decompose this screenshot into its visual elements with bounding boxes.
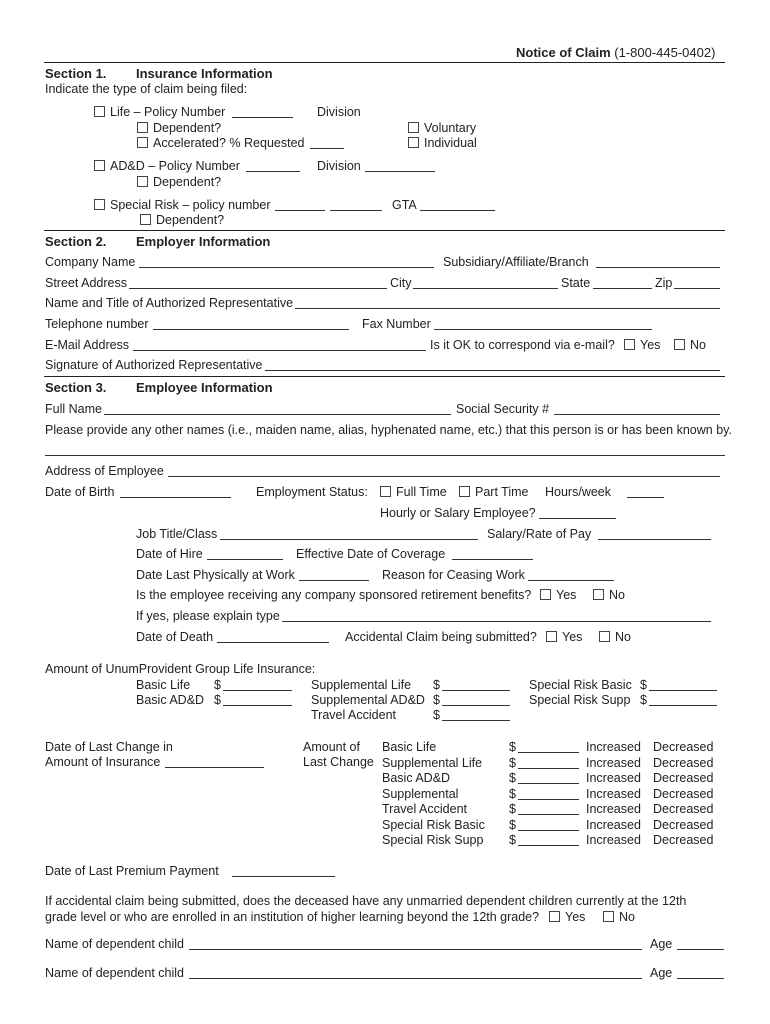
death-date-field[interactable] [217, 642, 329, 643]
add-division-field[interactable] [365, 171, 435, 172]
claim-type-intro: Indicate the type of claim being filed: [45, 82, 248, 96]
signature-field[interactable] [265, 370, 720, 371]
voluntary-checkbox[interactable] [408, 122, 419, 133]
job-title-label: Job Title/Class [136, 527, 218, 541]
dollar-sign: $ [509, 771, 516, 785]
decreased-option[interactable]: Decreased [653, 786, 714, 801]
age-label: Age [650, 966, 673, 980]
change-amount-field[interactable] [518, 752, 579, 753]
rep-name-field[interactable] [295, 308, 720, 309]
full-time-label: Full Time [396, 485, 447, 499]
hourly-salary-field[interactable] [539, 518, 616, 519]
salary-rate-label: Salary/Rate of Pay [487, 527, 592, 541]
life-division-label: Division [317, 105, 361, 119]
special-risk-checkbox[interactable] [94, 199, 105, 210]
accidental-yes-label: Yes [562, 630, 583, 644]
decreased-option[interactable]: Decreased [653, 817, 714, 832]
special-dependent-label: Dependent? [156, 213, 225, 227]
increased-option[interactable]: Increased [586, 802, 641, 816]
hire-date-field[interactable] [207, 559, 283, 560]
section-3-title: Employee Information [136, 380, 273, 395]
increased-option[interactable]: Increased [586, 771, 641, 785]
life-dependent-checkbox[interactable] [137, 122, 148, 133]
individual-option [408, 136, 477, 151]
part-time-checkbox[interactable] [459, 486, 470, 497]
zip-field[interactable] [674, 288, 720, 289]
change-row-label: Basic AD&D [382, 771, 451, 785]
amount-of-label: Amount of [303, 740, 360, 754]
email-ok-yes [624, 338, 660, 353]
effective-date-label: Effective Date of Coverage [296, 547, 446, 561]
dollar-sign: $ [214, 678, 221, 692]
increased-option[interactable]: Increased [586, 740, 641, 754]
retirement-label: Is the employee receiving any company sponsored retirement benefits? [136, 588, 532, 602]
accelerated-checkbox[interactable] [137, 137, 148, 148]
special-dependent-option [140, 213, 224, 228]
life-dependent-option [137, 121, 221, 136]
company-name-field[interactable] [139, 267, 434, 268]
supp-add-amount-field[interactable] [442, 705, 510, 706]
subsidiary-field[interactable] [596, 267, 720, 268]
email-ok-yes-label: Yes [640, 338, 661, 352]
basic-add-amount-field[interactable] [223, 705, 292, 706]
hourly-salary-label: Hourly or Salary Employee? [380, 506, 536, 520]
special-dependent-checkbox[interactable] [140, 214, 151, 225]
last-change-date-field[interactable] [165, 767, 264, 768]
state-field[interactable] [593, 288, 652, 289]
individual-label: Individual [424, 136, 477, 150]
decreased-option[interactable]: Decreased [653, 771, 714, 785]
change-row-label: Supplemental Life [382, 755, 483, 770]
dependent-child-field[interactable] [189, 978, 642, 979]
rep-name-label: Name and Title of Authorized Representative [45, 296, 294, 310]
increased-option[interactable]: Increased [586, 817, 641, 832]
add-option [94, 159, 240, 174]
decreased-option[interactable]: Decreased [653, 833, 714, 847]
supp-add-label: Supplemental AD&D [311, 693, 425, 707]
part-time-label: Part Time [475, 485, 529, 499]
increased-option[interactable]: Increased [586, 786, 641, 801]
last-change-label-2: Amount of Insurance [45, 755, 161, 769]
special-risk-policy-field-1[interactable] [275, 210, 325, 211]
section-divider [44, 230, 725, 231]
travel-label: Travel Accident [311, 708, 396, 722]
explain-type-label: If yes, please explain type [136, 609, 280, 623]
section-divider [44, 62, 725, 63]
decreased-option[interactable]: Decreased [653, 740, 714, 754]
subsidiary-label: Subsidiary/Affiliate/Branch [443, 255, 589, 269]
age-field[interactable] [677, 978, 724, 979]
change-amount-field[interactable] [518, 783, 579, 784]
change-row-label: Travel Accident [382, 802, 467, 816]
dollar-sign: $ [214, 693, 221, 707]
age-label: Age [650, 937, 673, 951]
retirement-no-checkbox[interactable] [593, 589, 604, 600]
life-option [94, 105, 225, 120]
dob-field[interactable] [120, 497, 231, 498]
special-risk-option [94, 198, 271, 213]
salary-rate-field[interactable] [598, 539, 711, 540]
last-worked-field[interactable] [299, 580, 369, 581]
dollar-sign: $ [509, 802, 516, 816]
section-1-number: Section 1. [45, 66, 107, 81]
change-row-label: Basic Life [382, 740, 437, 754]
voluntary-label: Voluntary [424, 121, 477, 135]
address-label: Address of Employee [45, 464, 164, 478]
add-dependent-label: Dependent? [153, 175, 222, 189]
dependent-yes [549, 910, 585, 925]
reason-label: Reason for Ceasing Work [382, 568, 525, 582]
street-address-label: Street Address [45, 276, 127, 290]
add-checkbox[interactable] [94, 160, 105, 171]
premium-label: Date of Last Premium Payment [45, 864, 219, 878]
email-label: E-Mail Address [45, 338, 130, 352]
fax-label: Fax Number [362, 317, 431, 331]
life-policy-field[interactable] [232, 117, 293, 118]
retirement-no [593, 588, 625, 603]
dollar-sign: $ [433, 693, 440, 707]
life-checkbox[interactable] [94, 106, 105, 117]
email-ok-yes-checkbox[interactable] [624, 339, 635, 350]
other-names-label: Please provide any other names (i.e., maiden name, alias, hyphenated name, etc.) that this person is or has been known by. [45, 423, 732, 437]
add-division-label: Division [317, 159, 361, 173]
accidental-no [599, 630, 631, 645]
telephone-field[interactable] [153, 329, 349, 330]
form-phone: (1-800-445-0402) [614, 45, 716, 60]
change-amount-field[interactable] [518, 768, 579, 769]
change-row-label: Special Risk Basic [382, 817, 485, 832]
sr-basic-amount-field[interactable] [649, 690, 717, 691]
retirement-yes [540, 588, 576, 603]
accelerated-label: Accelerated? % Requested [153, 136, 305, 150]
dependent-question-2: grade level or who are enrolled in an institution of higher learning beyond the 12th grade? [45, 910, 540, 924]
section-1-heading [45, 66, 273, 81]
retirement-no-label: No [609, 588, 625, 602]
hours-week-label: Hours/week [545, 485, 611, 499]
change-row-label: Special Risk Supp [382, 833, 484, 847]
dependent-no-checkbox[interactable] [603, 911, 614, 922]
gta-label: GTA [392, 198, 417, 212]
full-name-label: Full Name [45, 402, 102, 416]
basic-life-label: Basic Life [136, 678, 191, 692]
telephone-label: Telephone number [45, 317, 149, 331]
section-divider [44, 376, 725, 377]
section-1-title: Insurance Information [136, 66, 273, 81]
dob-label: Date of Birth [45, 485, 115, 499]
voluntary-option [408, 121, 476, 136]
retirement-yes-checkbox[interactable] [540, 589, 551, 600]
dollar-sign: $ [640, 693, 647, 707]
sr-basic-label: Special Risk Basic [529, 678, 632, 692]
address-field[interactable] [168, 476, 720, 477]
decreased-option[interactable]: Decreased [653, 802, 714, 816]
street-address-field[interactable] [129, 288, 387, 289]
dependent-question-1: If accidental claim being submitted, does the deceased have any unmarried dependent children currently at the 12th [45, 894, 687, 908]
dependent-no-label: No [619, 910, 635, 924]
part-time-option [459, 485, 529, 500]
accidental-no-checkbox[interactable] [599, 631, 610, 642]
job-title-field[interactable] [220, 539, 478, 540]
change-row-label: Supplemental [382, 786, 459, 801]
email-ok-no [674, 338, 706, 353]
form-title-text: Notice of Claim [516, 45, 611, 60]
increased-option[interactable]: Increased [586, 833, 641, 847]
full-time-option [380, 485, 447, 500]
other-names-field[interactable] [45, 455, 725, 456]
dependent-child-label: Name of dependent child [45, 966, 184, 980]
state-label: State [561, 276, 591, 290]
dollar-sign: $ [509, 817, 516, 832]
employment-status-label: Employment Status: [256, 485, 368, 499]
add-policy-field[interactable] [246, 171, 300, 172]
supp-life-label: Supplemental Life [311, 678, 412, 692]
add-label: AD&D – Policy Number [110, 159, 240, 173]
dollar-sign: $ [433, 678, 440, 692]
full-time-checkbox[interactable] [380, 486, 391, 497]
accidental-yes-checkbox[interactable] [546, 631, 557, 642]
section-2-heading [45, 234, 270, 249]
email-ok-label: Is it OK to correspond via e-mail? [430, 338, 615, 352]
company-name-label: Company Name [45, 255, 136, 269]
hours-week-field[interactable] [627, 497, 664, 498]
sr-supp-label: Special Risk Supp [529, 693, 631, 707]
section-3-number: Section 3. [45, 380, 107, 395]
email-ok-no-checkbox[interactable] [674, 339, 685, 350]
reason-field[interactable] [528, 580, 614, 581]
add-dependent-option [137, 175, 221, 190]
basic-add-label: Basic AD&D [136, 693, 205, 707]
hire-date-label: Date of Hire [136, 547, 203, 561]
section-2-number: Section 2. [45, 234, 107, 249]
add-dependent-checkbox[interactable] [137, 176, 148, 187]
retirement-yes-label: Yes [556, 588, 577, 602]
section-2-title: Employer Information [136, 234, 271, 249]
dollar-sign: $ [509, 833, 516, 847]
decreased-option[interactable]: Decreased [653, 755, 714, 770]
accidental-claim-label: Accidental Claim being submitted? [345, 630, 537, 644]
last-change-label-1: Date of Last Change in [45, 740, 173, 754]
special-risk-label: Special Risk – policy number [110, 198, 271, 212]
section-3-heading [45, 380, 273, 395]
city-field[interactable] [413, 288, 558, 289]
supp-life-amount-field[interactable] [442, 690, 510, 691]
travel-amount-field[interactable] [442, 720, 510, 721]
dependent-no [603, 910, 635, 925]
death-date-label: Date of Death [136, 630, 214, 644]
life-label: Life – Policy Number [110, 105, 226, 119]
last-change-label: Last Change [303, 755, 374, 769]
percent-requested-field[interactable] [310, 148, 344, 149]
dependent-yes-label: Yes [565, 910, 586, 924]
life-dependent-label: Dependent? [153, 121, 222, 135]
premium-field[interactable] [232, 876, 335, 877]
special-risk-policy-field-2[interactable] [330, 210, 382, 211]
accidental-yes [546, 630, 582, 645]
amount-heading: Amount of UnumProvident Group Life Insurance: [45, 662, 316, 676]
basic-life-amount-field[interactable] [223, 690, 292, 691]
last-worked-label: Date Last Physically at Work [136, 568, 295, 582]
effective-date-field[interactable] [452, 559, 533, 560]
gta-field[interactable] [420, 210, 495, 211]
dependent-child-label: Name of dependent child [45, 937, 184, 951]
dollar-sign: $ [509, 755, 516, 770]
signature-label: Signature of Authorized Representative [45, 358, 263, 372]
individual-checkbox[interactable] [408, 137, 419, 148]
zip-label: Zip [655, 276, 673, 290]
sr-supp-amount-field[interactable] [649, 705, 717, 706]
age-field[interactable] [677, 949, 724, 950]
dependent-yes-checkbox[interactable] [549, 911, 560, 922]
email-field[interactable] [133, 350, 426, 351]
fax-field[interactable] [434, 329, 652, 330]
change-amount-field[interactable] [518, 845, 579, 846]
explain-type-field[interactable] [282, 621, 711, 622]
form-title [516, 45, 715, 60]
ssn-field[interactable] [554, 414, 720, 415]
full-name-field[interactable] [104, 414, 451, 415]
dollar-sign: $ [509, 786, 516, 801]
dependent-child-field[interactable] [189, 949, 642, 950]
change-amount-field[interactable] [518, 814, 579, 815]
change-amount-field[interactable] [518, 830, 579, 831]
accidental-no-label: No [615, 630, 631, 644]
accelerated-option [137, 136, 304, 151]
email-ok-no-label: No [690, 338, 706, 352]
dollar-sign: $ [640, 678, 647, 692]
increased-option[interactable]: Increased [586, 755, 641, 770]
change-amount-field[interactable] [518, 799, 579, 800]
ssn-label: Social Security # [456, 402, 550, 416]
dollar-sign: $ [433, 708, 440, 722]
city-label: City [390, 276, 412, 290]
dollar-sign: $ [509, 740, 516, 754]
